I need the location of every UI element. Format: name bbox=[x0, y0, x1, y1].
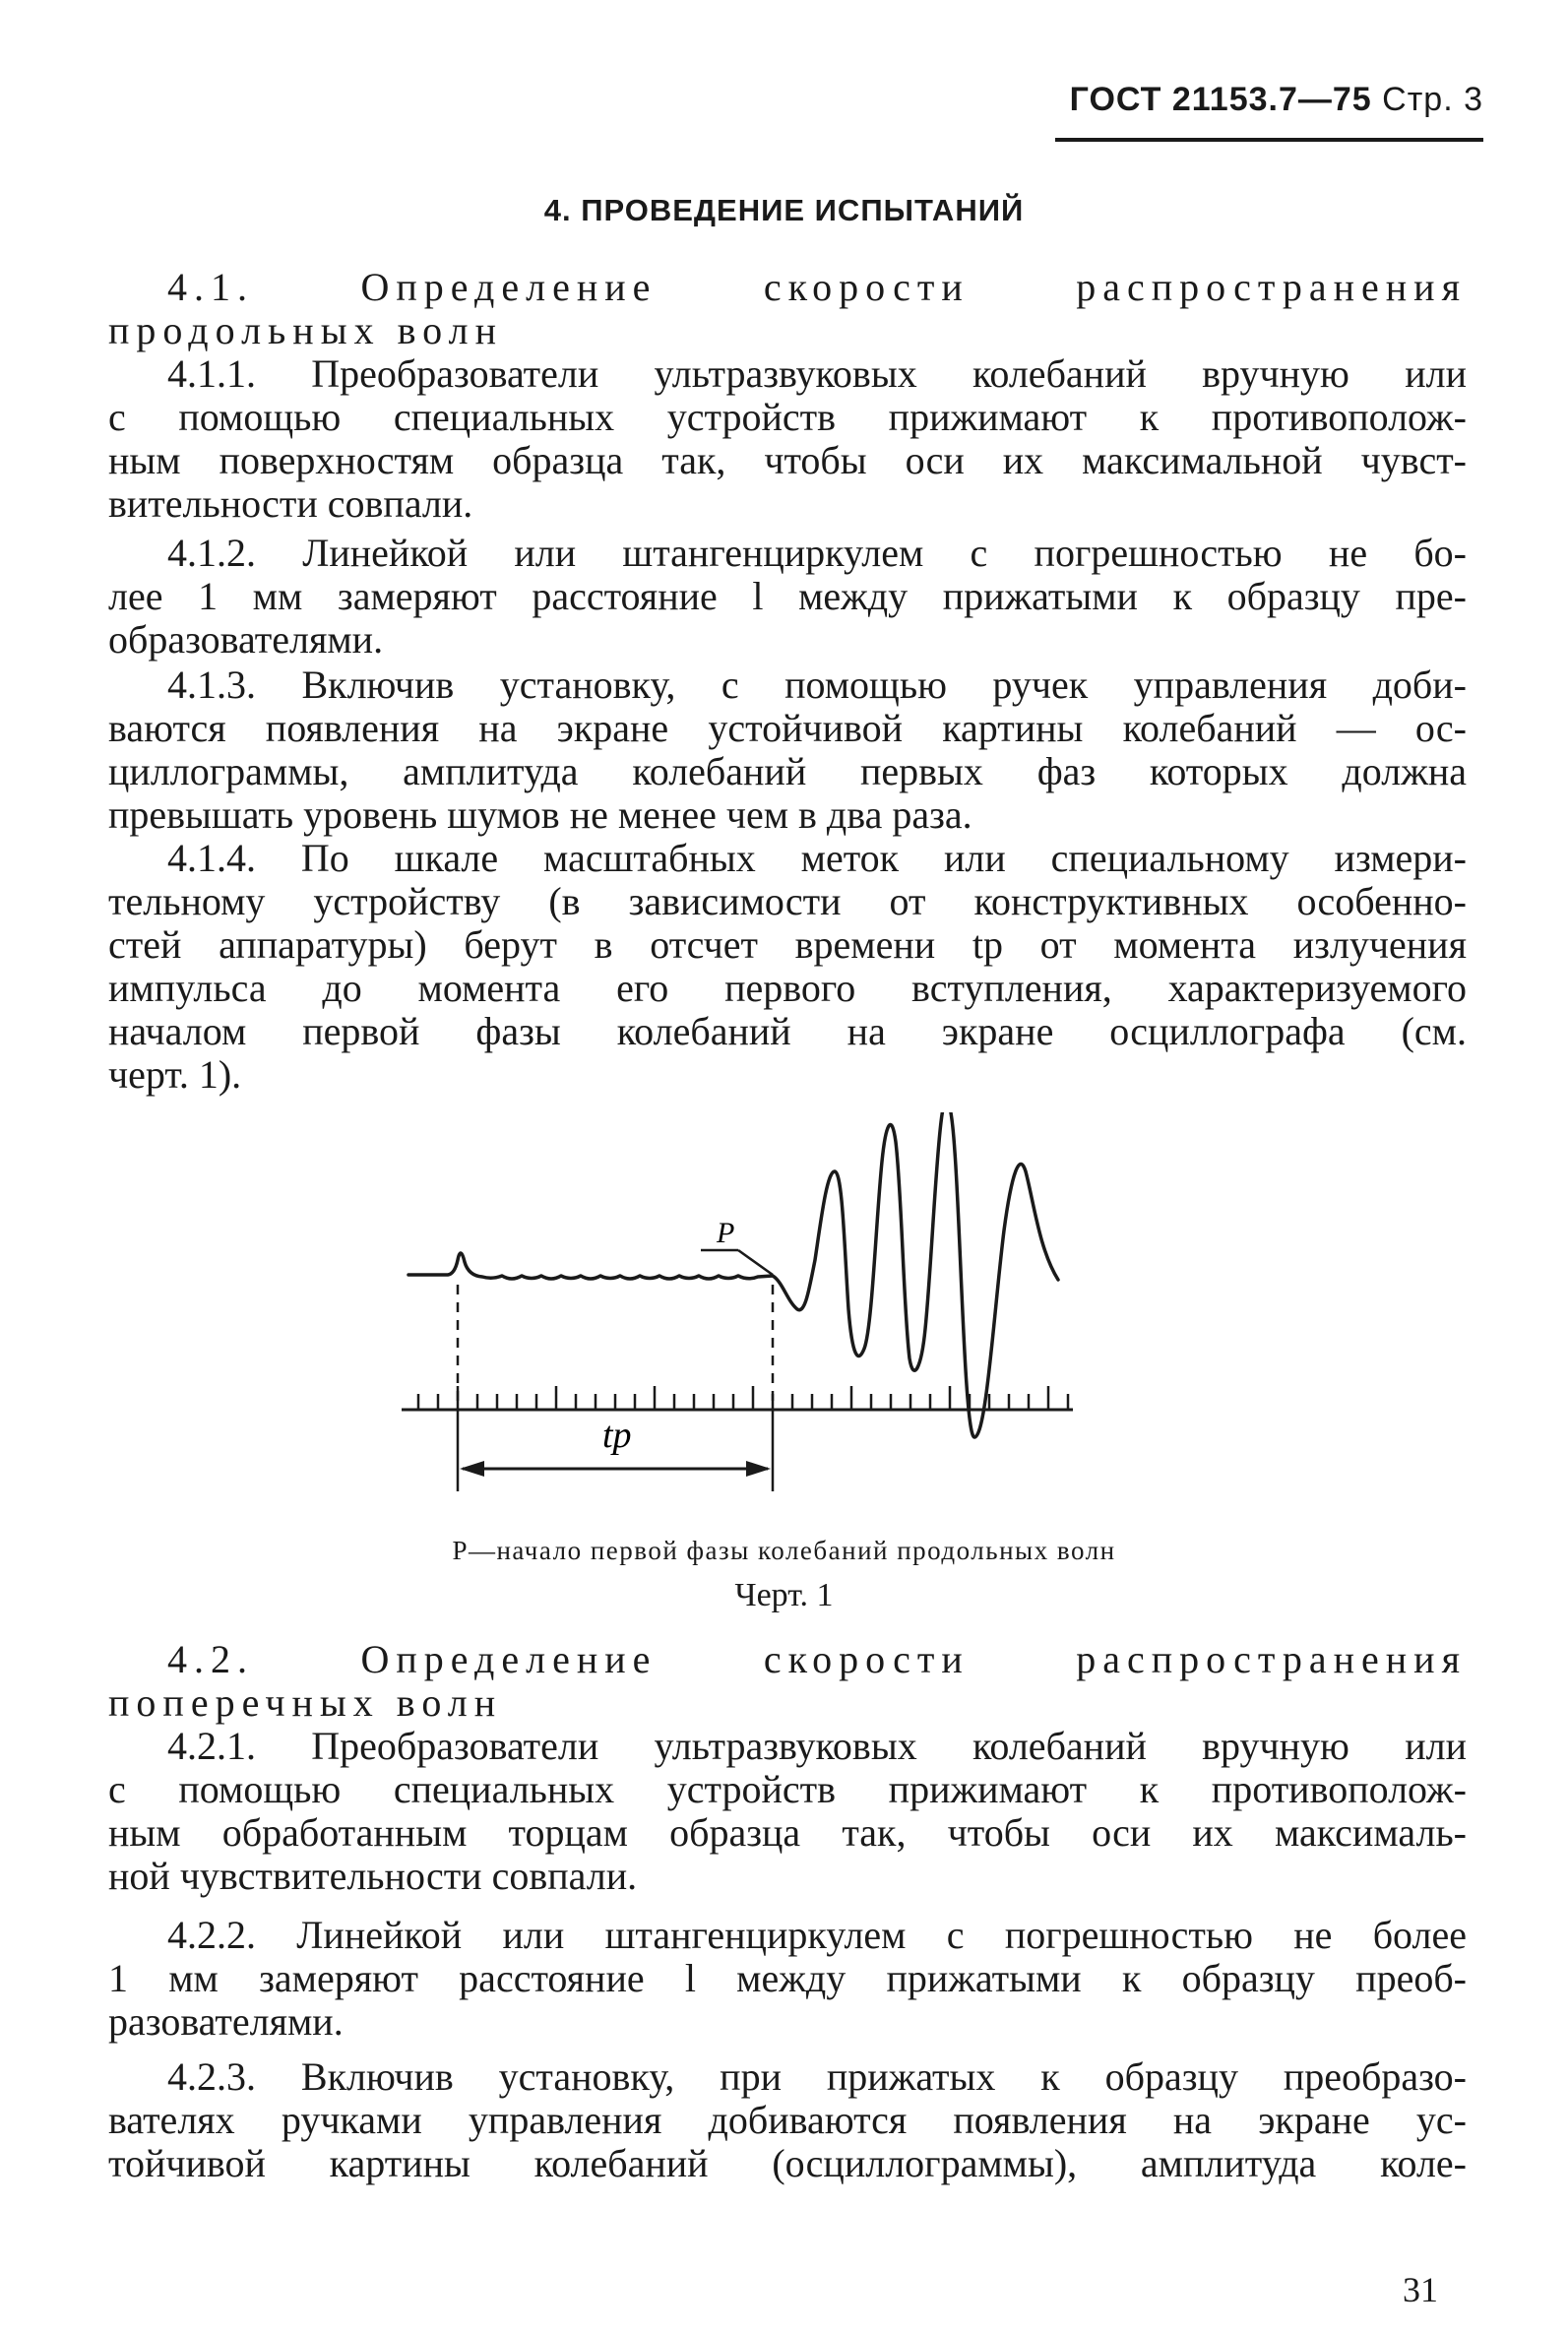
text-line: 4.1.3. Включив установку, с помощью ручек управления доби- bbox=[167, 662, 1467, 707]
text-line: стей аппаратуры) берут в отсчет времени tp от момента излучения bbox=[108, 922, 1467, 967]
text-line: 4.2.1. Преобразователи ультразвуковых колебаний вручную или bbox=[167, 1724, 1467, 1768]
text-line: циллограммы, амплитуда колебаний первых фаз которых должна bbox=[108, 749, 1467, 793]
oscillogram-waveform bbox=[408, 1112, 1058, 1437]
standard-number: ГОСТ 21153.7—75 bbox=[1069, 81, 1372, 118]
subsection-4-2-title bbox=[108, 1638, 1467, 1725]
text-line: с помощью специальных устройств прижимают к противополож- bbox=[108, 1767, 1467, 1811]
text-line: 4.2.2. Линейкой или штангенциркулем с погрешностью не более bbox=[167, 1913, 1467, 1957]
text-line: тельному устройству (в зависимости от конструктивных особенно- bbox=[108, 879, 1467, 923]
text-line: 4.1.4. По шкале масштабных меток или специальному измери- bbox=[167, 836, 1467, 880]
oscillogram-figure bbox=[0, 1112, 1568, 1545]
scale-ticks bbox=[418, 1386, 1068, 1410]
tp-label: tp bbox=[602, 1415, 632, 1456]
header-rule bbox=[1055, 138, 1483, 142]
arrow-left-icon bbox=[460, 1461, 484, 1477]
text-line: лее 1 мм замеряют расстояние l между прижатыми к образцу пре- bbox=[108, 574, 1467, 618]
paragraph-4-1-3 bbox=[108, 663, 1467, 837]
text-line: тойчивой картины колебаний (осциллограммы), амплитуда коле- bbox=[108, 2141, 1467, 2185]
paragraph-4-2-3 bbox=[108, 2055, 1467, 2185]
text-line: 4.1.2. Линейкой или штангенциркулем с погрешностью не бо- bbox=[167, 531, 1467, 575]
paragraph-4-2-2 bbox=[108, 1914, 1467, 2044]
paragraph-4-1-2 bbox=[108, 532, 1467, 662]
leader-line bbox=[738, 1250, 773, 1275]
subsection-4-1-title bbox=[108, 266, 1467, 352]
text-line: с помощью специальных устройств прижимают к противополож- bbox=[108, 395, 1467, 439]
text-line: ваются появления на экране устойчивой картины колебаний — ос- bbox=[108, 706, 1467, 750]
paragraph-4-1-4 bbox=[108, 837, 1467, 1097]
paragraph-4-2-1 bbox=[108, 1725, 1467, 1898]
text-line: 4.1.1. Преобразователи ультразвуковых колебаний вручную или bbox=[167, 351, 1467, 396]
arrow-right-icon bbox=[746, 1461, 771, 1477]
text-line: вительности совпали. bbox=[108, 481, 473, 526]
figure-caption: P—начало первой фазы колебаний продольных волн bbox=[452, 1536, 1116, 1565]
subsection-title-line: 4.1. Определение скорости распространения bbox=[167, 265, 1467, 309]
page-label: Стр. 3 bbox=[1382, 81, 1483, 118]
text-line: вателях ручками управления добиваются появления на экране ус- bbox=[108, 2098, 1467, 2142]
text-line: образователями. bbox=[108, 617, 384, 662]
figure-label: Черт. 1 bbox=[734, 1577, 834, 1613]
subsection-title-line: продольных волн bbox=[108, 308, 504, 352]
text-line: превышать уровень шумов не менее чем в два раза. bbox=[108, 792, 972, 837]
section-title: 4. ПРОВЕДЕНИЕ ИСПЫТАНИЙ bbox=[543, 193, 1025, 227]
text-line: 1 мм замеряют расстояние l между прижатыми к образцу преоб- bbox=[108, 1956, 1467, 2000]
text-line: ным поверхностям образца так, чтобы оси их максимальной чувст- bbox=[108, 438, 1467, 482]
text-line: началом первой фазы колебаний на экране осциллографа (см. bbox=[108, 1009, 1467, 1053]
page-number: 31 bbox=[1403, 2270, 1438, 2309]
text-line: ной чувствительности совпали. bbox=[108, 1854, 638, 1898]
paragraph-4-1-1 bbox=[108, 352, 1467, 526]
text-line: 4.2.3. Включив установку, при прижатых к образцу преобразо- bbox=[167, 2054, 1467, 2099]
text-line: импульса до момента его первого вступления, характеризуемого bbox=[108, 966, 1467, 1010]
subsection-title-line: 4.2. Определение скорости распространения bbox=[167, 1637, 1467, 1681]
text-line: разователями. bbox=[108, 1999, 344, 2044]
page-header bbox=[1070, 81, 1483, 119]
point-p-label: P bbox=[717, 1217, 735, 1249]
text-line: черт. 1). bbox=[108, 1052, 242, 1097]
subsection-title-line: поперечных волн bbox=[108, 1680, 503, 1725]
text-line: ным обработанным торцам образца так, чтобы оси их максималь- bbox=[108, 1810, 1467, 1855]
